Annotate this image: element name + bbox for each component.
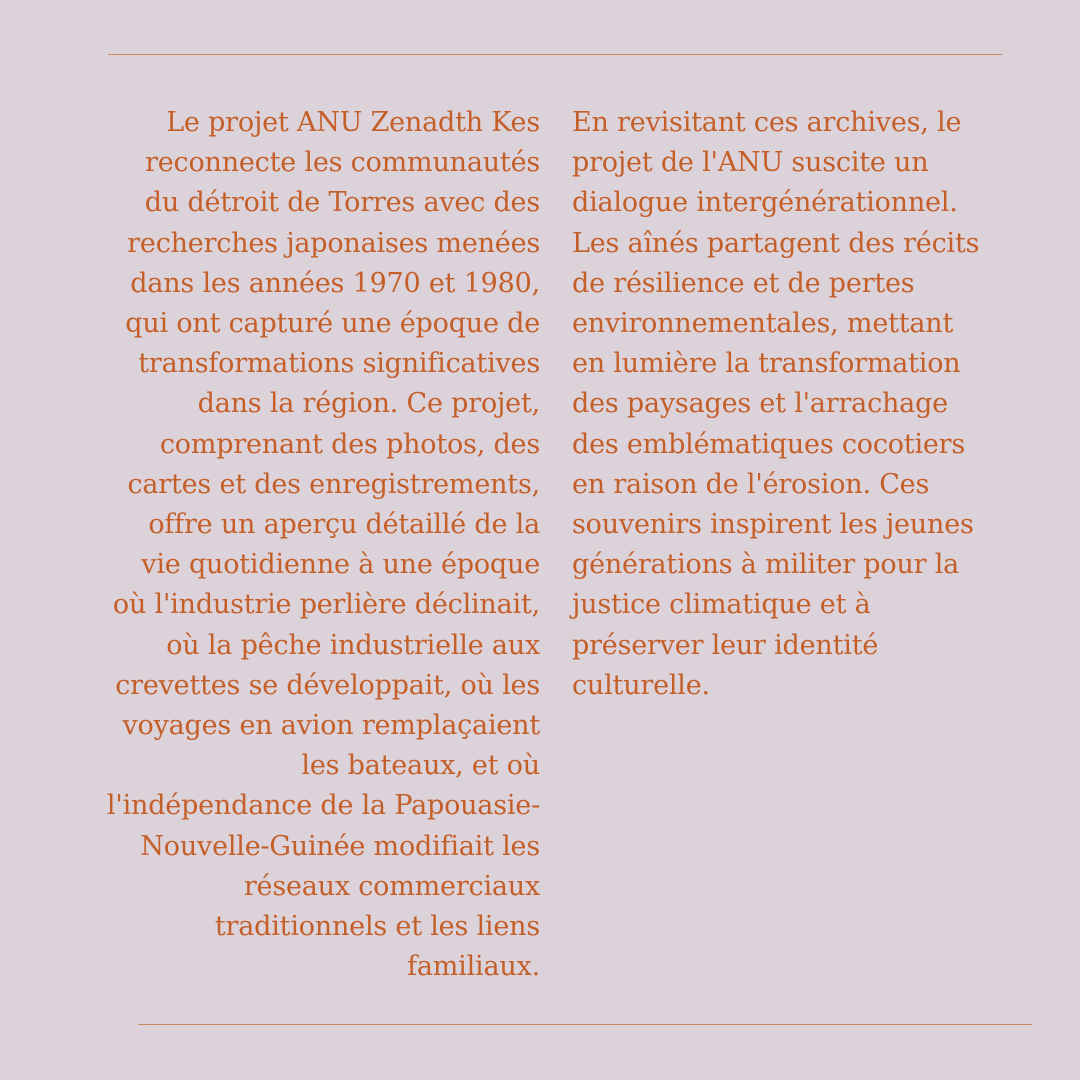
left-line: comprenant des photos, des [159, 428, 540, 460]
left-line: du détroit de Torres avec des [144, 187, 540, 219]
right-line: en raison de l'érosion. Ces [572, 468, 930, 500]
top-divider [108, 54, 1002, 55]
left-line: offre un aperçu détaillé de la [148, 509, 540, 541]
right-line: Les aînés partagent des récits [572, 227, 980, 259]
right-line: souvenirs inspirent les jeunes [572, 509, 974, 541]
left-line: Nouvelle-Guinée modifiait les [140, 830, 540, 862]
left-line: où la pêche industrielle aux [166, 629, 540, 661]
left-line: cartes et des enregistrements, [127, 468, 540, 500]
left-line: les bateaux, et où [301, 750, 540, 782]
left-line: transformations significatives [138, 348, 540, 380]
left-line: où l'industrie perlière déclinait, [112, 589, 540, 621]
left-line: qui ont capturé une époque de [125, 308, 540, 340]
right-line: préserver leur identité [572, 629, 879, 661]
left-line: crevettes se développait, où les [115, 669, 540, 701]
right-line: environnementales, mettant [572, 308, 954, 340]
left-line: reconnecte les communautés [145, 147, 540, 179]
left-text-column [40, 103, 540, 987]
right-line: en lumière la transformation [572, 348, 961, 380]
left-line: traditionnels et les liens [214, 911, 540, 943]
right-line: des emblématiques cocotiers [572, 428, 966, 460]
right-line: justice climatique et à [572, 589, 871, 621]
right-line: dialogue intergénérationnel. [572, 187, 958, 219]
right-line: En revisitant ces archives, le [572, 107, 962, 138]
right-line: générations à militer pour la [572, 549, 960, 581]
left-line: l'indépendance de la Papouasie- [106, 790, 540, 822]
bottom-divider [138, 1024, 1032, 1025]
right-line: des paysages et l'arrachage [572, 388, 948, 420]
right-text-column [572, 103, 1032, 706]
right-line: de résilience et de pertes [572, 267, 915, 299]
right-line: projet de l'ANU suscite un [572, 147, 929, 179]
left-line: familiaux. [407, 951, 540, 983]
left-line: réseaux commerciaux [243, 870, 540, 902]
left-line: voyages en avion remplaçaient [122, 710, 540, 742]
left-line: dans les années 1970 et 1980, [130, 267, 540, 299]
left-line: dans la région. Ce projet, [197, 388, 540, 420]
left-line: vie quotidienne à une époque [141, 549, 540, 581]
right-line: culturelle. [572, 669, 710, 701]
left-line: Le projet ANU Zenadth Kes [166, 107, 540, 138]
left-line: recherches japonaises menées [127, 227, 540, 259]
